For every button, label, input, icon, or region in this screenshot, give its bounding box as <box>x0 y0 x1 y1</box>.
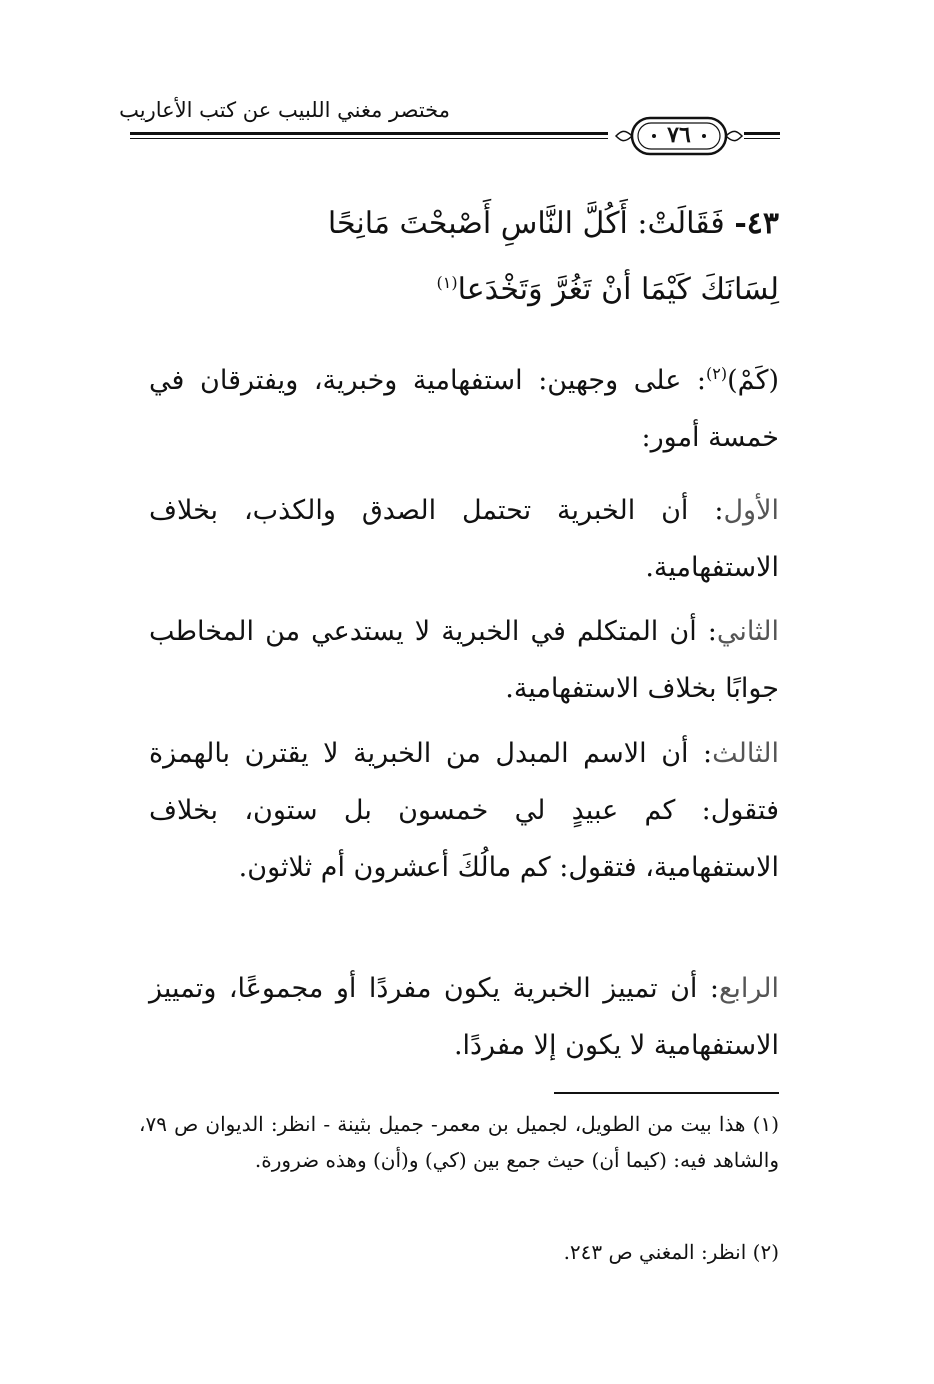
verse-line-2 <box>437 272 779 307</box>
paragraph-text: : أن تمييز الخبرية يكون مفردًا أو مجموعًا، وتمييز الاستفهامية لا يكون إلا مفردًا. <box>149 973 779 1061</box>
verse-line-1 <box>328 206 779 241</box>
paragraph-lead: (كَمْ) <box>727 365 779 396</box>
paragraph-lead: الثالث <box>712 738 779 769</box>
verse-hemistich-1: فَقَالَتْ: أَكُلَّ النَّاسِ أَصْبحْتَ مَانِحًا <box>327 206 725 241</box>
header-rule-thin <box>130 138 608 139</box>
paragraph-text: : على وجهين: استفهامية وخبرية، ويفترقان في خمسة أمور: <box>149 365 779 453</box>
paragraph-text: : أن الاسم المبدل من الخبرية لا يقترن بالهمزة فتقول: كم عبيدٍ لي خمسون بل ستون، بخلاف الاستفهامية، فتقول: كم مالُكَ أعشرون أم ثلاثون. <box>149 738 779 883</box>
footnote-ref-2: (٢) <box>706 364 728 383</box>
header-rule-short <box>744 132 780 135</box>
page-header <box>119 92 780 162</box>
paragraph-second <box>149 603 779 717</box>
running-title: مختصر مغني اللبيب عن كتب الأعاريب <box>119 98 450 122</box>
footnote-ref-1: (١) <box>436 273 458 292</box>
paragraph-text: : أن المتكلم في الخبرية لا يستدعي من المخاطب جوابًا بخلاف الاستفهامية. <box>149 616 779 704</box>
paragraph-lead: الرابع <box>718 973 779 1004</box>
paragraph-first <box>149 482 779 596</box>
header-rule-short-thin <box>744 138 780 139</box>
paragraph-fourth <box>149 960 779 1074</box>
paragraph-kam <box>149 345 779 466</box>
header-rule <box>130 132 608 135</box>
verse-hemistich-2: لِسَانَكَ كَيْمَا أنْ تَغُرَّ وَتَخْدَعا <box>457 272 779 307</box>
paragraph-text: : أن الخبرية تحتمل الصدق والكذب، بخلاف الاستفهامية. <box>149 495 779 583</box>
paragraph-lead: الثاني <box>716 616 779 647</box>
paragraph-third <box>149 725 779 896</box>
footnote-2: (٢) انظر: المغني ص ٢٤٣. <box>563 1240 779 1264</box>
footnote-1: (١) هذا بيت من الطويل، لجميل بن معمر- جميل بثينة - انظر: الديوان ص ٧٩، والشاهد فيه: (كيما أن) حيث جمع بين (كي) و(أن) وهذه ضرورة. <box>139 1112 779 1172</box>
page-number: ٧٦ <box>667 122 691 148</box>
footnote-divider <box>554 1092 779 1094</box>
paragraph-lead: الأول <box>723 495 779 526</box>
verse-number: ٤٣- <box>734 206 779 241</box>
page-number-badge <box>614 112 744 160</box>
